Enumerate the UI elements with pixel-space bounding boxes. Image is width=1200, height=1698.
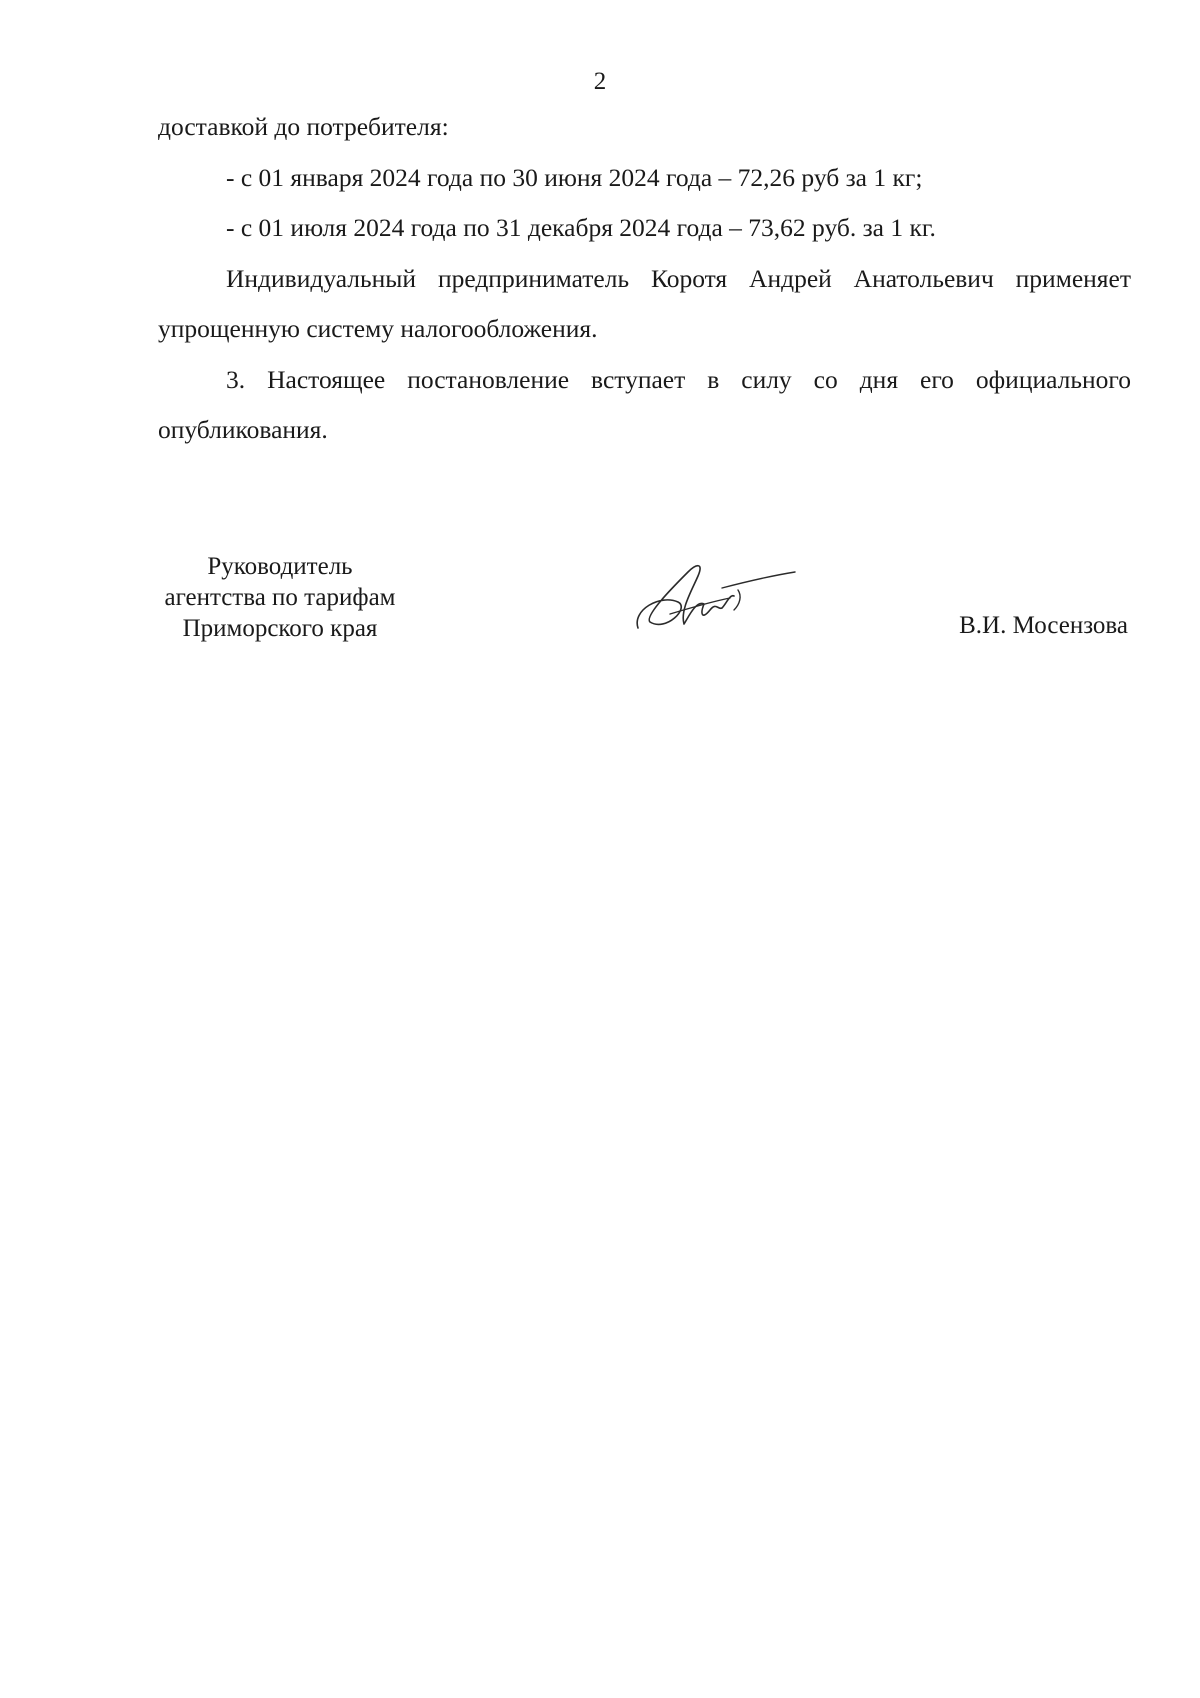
paragraph-tax-system: Индивидуальный предприниматель Коротя Андрей Анатольевич применяет упрощенную систему налогообложения. <box>158 263 1131 343</box>
signatory-position <box>130 551 430 644</box>
paragraph-tariff-first-half: - с 01 января 2024 года по 30 июня 2024 года – 72,26 руб за 1 кг; <box>226 162 923 192</box>
paragraph-tariff-second-half: - с 01 июля 2024 года по 31 декабря 2024 года – 73,62 руб. за 1 кг. <box>226 213 936 242</box>
position-line: агентства по тарифам <box>164 584 396 611</box>
page-number: 2 <box>593 68 607 95</box>
document-body <box>158 102 1131 456</box>
signatory-name: В.И. Мосензова <box>959 612 1128 639</box>
position-line: Руководитель <box>207 553 353 580</box>
paragraph-delivery-continuation: доставкой до потребителя: <box>158 112 449 141</box>
paragraph-effective-date: 3. Настоящее постановление вступает в силу со дня его официального опубликования. <box>158 364 1131 444</box>
handwritten-signature <box>630 550 800 640</box>
position-line: Приморского края <box>182 615 378 642</box>
